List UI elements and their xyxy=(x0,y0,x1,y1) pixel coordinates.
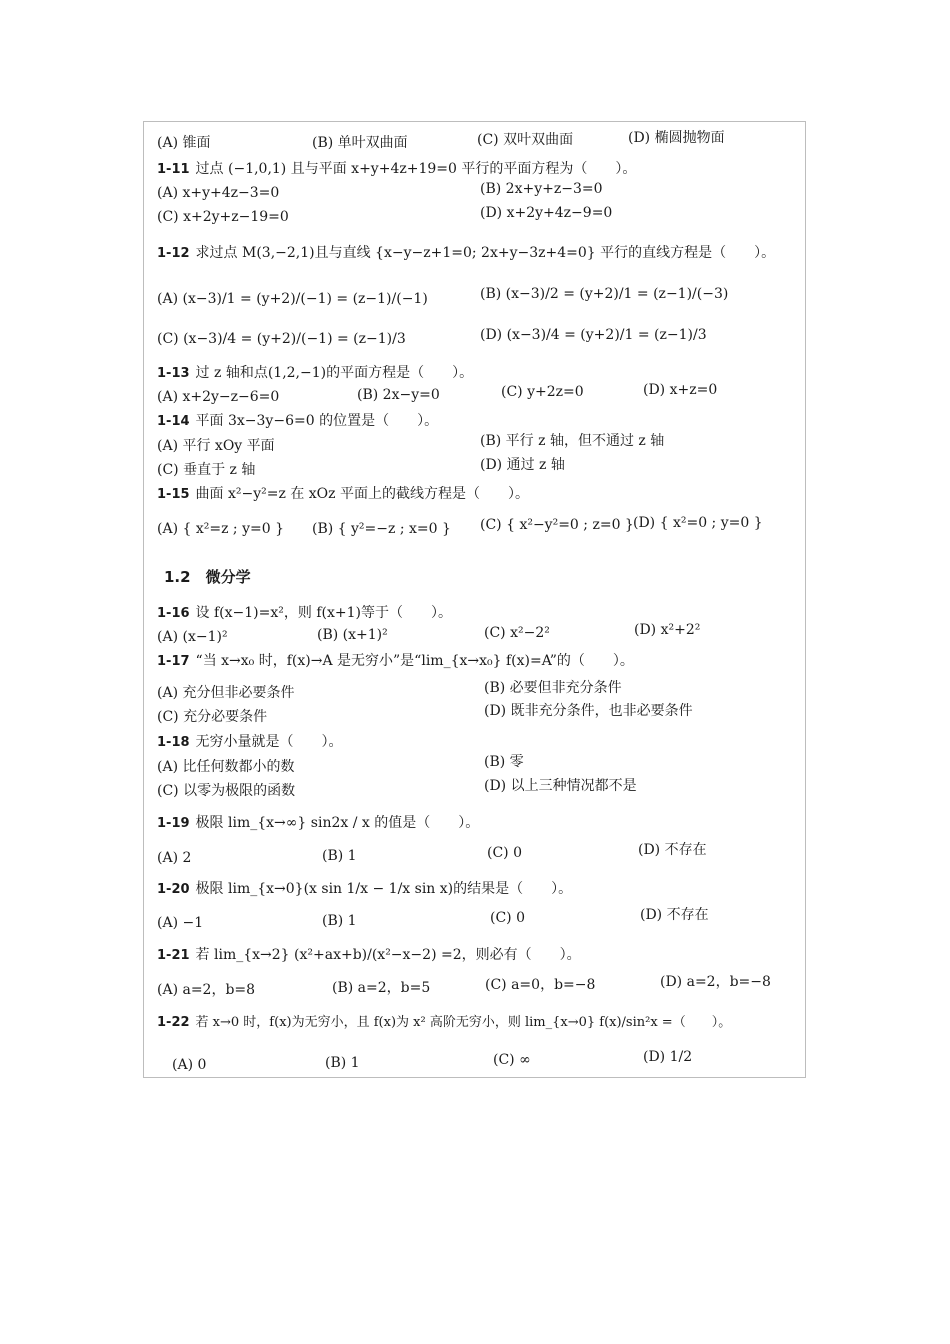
option-c: (C) a=0，b=−8 xyxy=(485,977,596,993)
option-b: (B) 2x−y=0 xyxy=(357,387,440,403)
option-d: (D) 不存在 xyxy=(640,907,709,923)
option-b: (B) 2x+y+z−3=0 xyxy=(480,181,603,197)
option-b: (B) 零 xyxy=(484,754,524,770)
option-d: (D) a=2，b=−8 xyxy=(660,974,771,990)
option-a: (A) −1 xyxy=(157,915,204,931)
option-c: (C) (x−3)/4 = (y+2)/(−1) = (z−1)/3 xyxy=(157,331,406,347)
option-c: (C) 0 xyxy=(490,910,525,926)
option-c: (C) ∞ xyxy=(493,1052,531,1068)
option-a: (A) 平行 xOy 平面 xyxy=(157,438,275,454)
question-stem: 1-17 “当 x→x₀ 时，f(x)→A 是无穷小”是“lim_{x→x₀} f(x)=A”的（ ）。 xyxy=(157,653,634,669)
option-d: (D) 以上三种情况都不是 xyxy=(484,778,637,794)
option-c: (C) 以零为极限的函数 xyxy=(157,783,296,799)
question-stem: 1-21 若 lim_{x→2} (x²+ax+b)/(x²−x−2) =2，则必有（ ）。 xyxy=(157,947,581,963)
option-a: (A) (x−1)² xyxy=(157,629,228,645)
option-c: (C) 0 xyxy=(487,845,522,861)
question-stem: 1-16 设 f(x−1)=x²，则 f(x+1)等于（ ）。 xyxy=(157,605,452,621)
option-b: (B) (x−3)/2 = (y+2)/1 = (z−1)/(−3) xyxy=(480,286,729,302)
option-d: (D) x²+2² xyxy=(634,622,701,638)
option-c: (C) x+2y+z−19=0 xyxy=(157,209,289,225)
option-b: (B) 单叶双曲面 xyxy=(312,135,408,151)
option-d: (D) { x²=0 ; y=0 } xyxy=(633,515,763,531)
option-b: (B) 平行 z 轴，但不通过 z 轴 xyxy=(480,433,665,449)
option-c: (C) x²−2² xyxy=(484,625,550,641)
question-stem: 1-12 求过点 M(3,−2,1)且与直线 {x−y−z+1=0; 2x+y−3z+4=0} 平行的直线方程是（ ）。 xyxy=(157,245,776,261)
option-b: (B) { y²=−z ; x=0 } xyxy=(312,521,451,537)
option-c: (C) 充分必要条件 xyxy=(157,709,268,725)
question-stem: 1-19 极限 lim_{x→∞} sin2x / x 的值是（ ）。 xyxy=(157,815,480,831)
option-d: (D) 通过 z 轴 xyxy=(480,457,565,473)
option-d: (D) (x−3)/4 = (y+2)/1 = (z−1)/3 xyxy=(480,327,707,343)
question-stem: 1-13 过 z 轴和点(1,2,−1)的平面方程是（ ）。 xyxy=(157,365,474,381)
option-a: (A) (x−3)/1 = (y+2)/(−1) = (z−1)/(−1) xyxy=(157,291,428,307)
option-b: (B) 1 xyxy=(322,848,357,864)
option-a: (A) x+2y−z−6=0 xyxy=(157,389,280,405)
option-a: (A) 2 xyxy=(157,850,192,866)
question-stem: 1-22 若 x→0 时，f(x)为无穷小，且 f(x)为 x² 高阶无穷小，则 lim_{x→0} f(x)/sin²x =（ ）。 xyxy=(157,1015,732,1030)
option-d: (D) x+2y+4z−9=0 xyxy=(480,205,613,221)
option-d: (D) 椭圆抛物面 xyxy=(628,130,725,146)
option-c: (C) 双叶双曲面 xyxy=(477,132,574,148)
exam-page xyxy=(143,121,806,1078)
option-a: (A) 锥面 xyxy=(157,135,211,151)
option-a: (A) x+y+4z−3=0 xyxy=(157,185,280,201)
section-title: 1.2 微分学 xyxy=(164,568,251,586)
option-c: (C) { x²−y²=0 ; z=0 } xyxy=(480,517,634,533)
question-stem: 1-18 无穷小量就是（ ）。 xyxy=(157,734,343,750)
option-b: (B) 必要但非充分条件 xyxy=(484,680,622,696)
option-a: (A) 充分但非必要条件 xyxy=(157,685,295,701)
option-a: (A) a=2，b=8 xyxy=(157,982,256,998)
option-a: (A) 0 xyxy=(172,1057,207,1073)
option-a: (A) { x²=z ; y=0 } xyxy=(157,521,284,537)
option-d: (D) 不存在 xyxy=(638,842,707,858)
option-b: (B) 1 xyxy=(322,913,357,929)
option-d: (D) 1/2 xyxy=(643,1049,693,1065)
option-b: (B) a=2，b=5 xyxy=(332,980,431,996)
option-d: (D) x+z=0 xyxy=(643,382,718,398)
option-c: (C) y+2z=0 xyxy=(501,384,584,400)
question-stem: 1-11 过点 (−1,0,1) 且与平面 x+y+4z+19=0 平行的平面方程为（ ）。 xyxy=(157,161,637,177)
option-d: (D) 既非充分条件，也非必要条件 xyxy=(484,703,693,719)
option-b: (B) (x+1)² xyxy=(317,627,388,643)
option-b: (B) 1 xyxy=(325,1055,360,1071)
question-stem: 1-20 极限 lim_{x→0}(x sin 1/x − 1/x sin x)的结果是（ ）。 xyxy=(157,881,573,897)
option-c: (C) 垂直于 z 轴 xyxy=(157,462,256,478)
option-a: (A) 比任何数都小的数 xyxy=(157,759,295,775)
question-stem: 1-15 曲面 x²−y²=z 在 xOz 平面上的截线方程是（ ）。 xyxy=(157,486,529,502)
question-stem: 1-14 平面 3x−3y−6=0 的位置是（ ）。 xyxy=(157,413,439,429)
